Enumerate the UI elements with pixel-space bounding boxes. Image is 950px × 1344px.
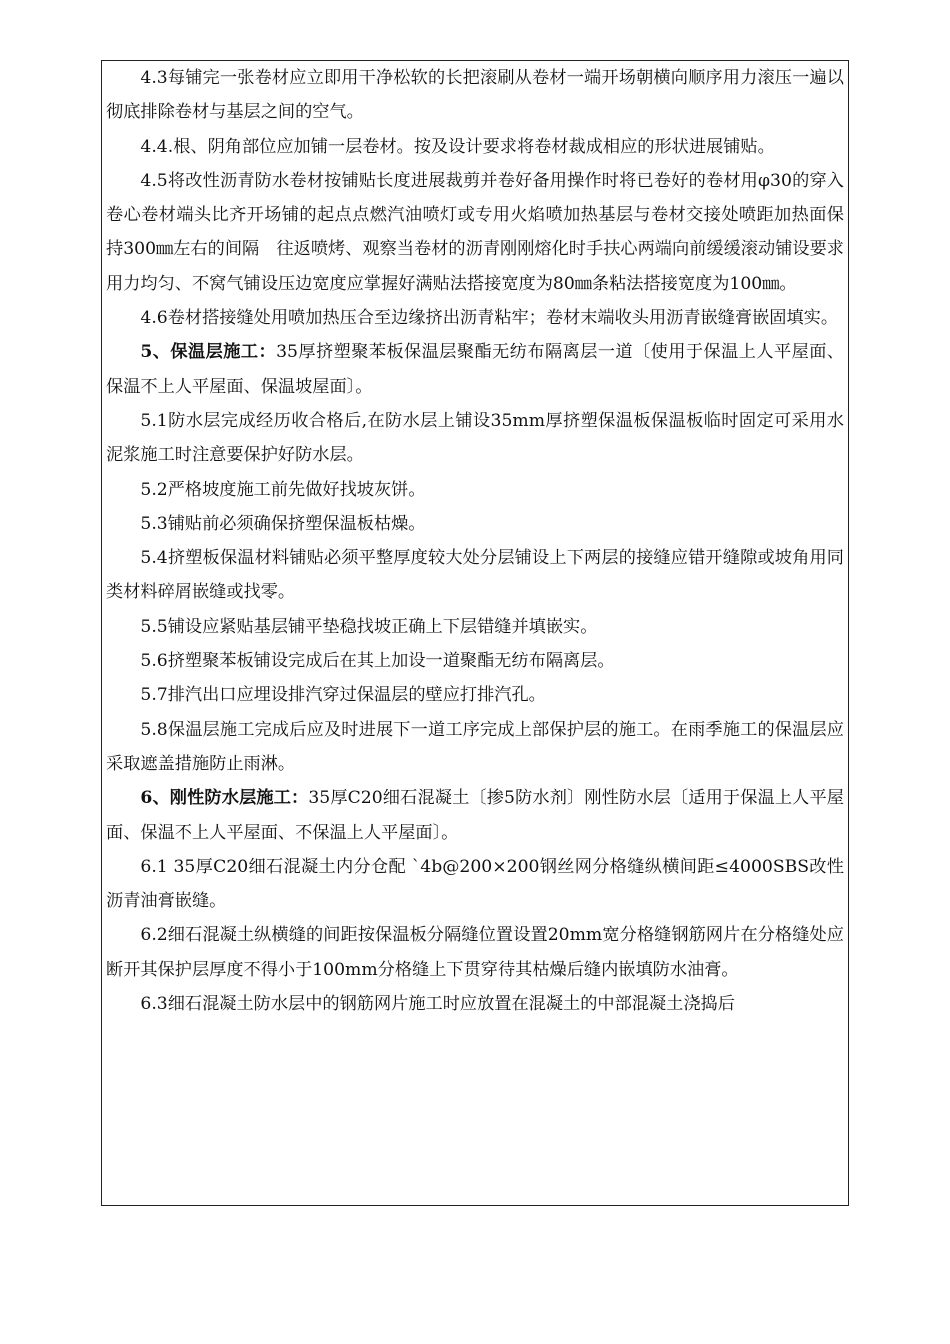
paragraph-5-5	[106, 610, 844, 644]
paragraph-5-7	[106, 678, 844, 712]
paragraph-text: 35厚C20细石混凝土〔掺5防水剂〕刚性防水层〔适用于保温上人平屋面、保温不上人平屋面、不保温上人平屋面〕。	[106, 788, 844, 843]
paragraph-4-5	[106, 164, 844, 301]
paragraph-6-1	[106, 850, 844, 919]
paragraph-text: 5.7排汽出口应埋设排汽穿过保温层的壁应打排汽孔。	[140, 685, 546, 706]
paragraph-text: 5.3铺贴前必须确保挤塑保温板枯燥。	[140, 513, 426, 534]
paragraph-5-2	[106, 473, 844, 507]
paragraph-5-4	[106, 541, 844, 610]
section-6-heading-paragraph	[106, 781, 844, 850]
section-heading: 5、保温层施工：	[140, 342, 277, 363]
paragraph-5-1	[106, 404, 844, 473]
paragraph-text: 4.6卷材搭接缝处用喷加热压合至边缘挤出沥青粘牢；卷材末端收头用沥青嵌缝膏嵌固填实。	[140, 308, 839, 329]
paragraph-text: 5.8保温层施工完成后应及时进展下一道工序完成上部保护层的施工。在雨季施工的保温层应采取遮盖措施防止雨淋。	[106, 719, 844, 774]
document-body	[106, 61, 844, 1021]
document-frame	[101, 60, 849, 1206]
paragraph-text: 5.4挤塑板保温材料铺贴必须平整厚度较大处分层铺设上下两层的接缝应错开缝隙或坡角用同类材料碎屑嵌缝或找零。	[106, 548, 844, 603]
paragraph-text: 6.3细石混凝土防水层中的钢筋网片施工时应放置在混凝土的中部混凝土浇捣后	[140, 994, 735, 1015]
paragraph-text: 6.1 35厚C20细石混凝土内分仓配 `4b@200×200钢丝网分格缝纵横间距≤4000SBS改性沥青油膏嵌缝。	[106, 856, 844, 912]
paragraph-4-4	[106, 130, 844, 164]
paragraph-text: 5.6挤塑聚苯板铺设完成后在其上加设一道聚酯无纺布隔离层。	[140, 651, 615, 672]
paragraph-5-3	[106, 507, 844, 541]
section-5-heading-paragraph	[106, 335, 844, 404]
paragraph-4-3	[106, 61, 844, 130]
paragraph-text: 4.5将改性沥青防水卷材按铺贴长度进展裁剪并卷好备用操作时将已卷好的卷材用φ30的穿入卷心卷材端头比齐开场铺的起点点燃汽油喷灯或专用火焰喷加热基层与卷材交接处喷距加热面保持300㎜左右的间隔 往返喷烤、观察当卷材的沥青刚刚熔化时手扶心两端向前缓缓滚动铺设要求用力均匀、不窝气铺设压边宽度应掌握好满贴法搭接宽度为80㎜条粘法搭接宽度为100㎜。	[106, 170, 844, 294]
paragraph-text: 6.2细石混凝土纵横缝的间距按保温板分隔缝位置设置20mm宽分格缝钢筋网片在分格缝处应断开其保护层厚度不得小于100mm分格缝上下贯穿待其枯燥后缝内嵌填防水油膏。	[106, 925, 844, 980]
paragraph-text: 35厚挤塑聚苯板保温层聚酯无纺布隔离层一道〔使用于保温上人平屋面、保温不上人平屋面、保温坡屋面〕。	[106, 342, 844, 397]
paragraph-text: 5.2严格坡度施工前先做好找坡灰饼。	[140, 479, 426, 500]
paragraph-5-8	[106, 713, 844, 782]
paragraph-5-6	[106, 644, 844, 678]
section-heading: 6、刚性防水层施工：	[140, 788, 309, 809]
paragraph-4-6	[106, 301, 844, 335]
paragraph-text: 4.3每铺完一张卷材应立即用干净松软的长把滚刷从卷材一端开场朝横向顺序用力滚压一遍以彻底排除卷材与基层之间的空气。	[106, 68, 844, 123]
paragraph-text: 5.5铺设应紧贴基层铺平垫稳找坡正确上下层错缝并填嵌实。	[140, 616, 598, 637]
paragraph-text: 5.1防水层完成经历收合格后,在防水层上铺设35mm厚挤塑保温板保温板临时固定可采用水泥浆施工时注意要保护好防水层。	[106, 410, 844, 466]
paragraph-6-2	[106, 918, 844, 987]
paragraph-6-3	[106, 987, 844, 1021]
paragraph-text: 4.4.根、阴角部位应加铺一层卷材。按及设计要求将卷材裁成相应的形状进展铺贴。	[140, 136, 775, 157]
